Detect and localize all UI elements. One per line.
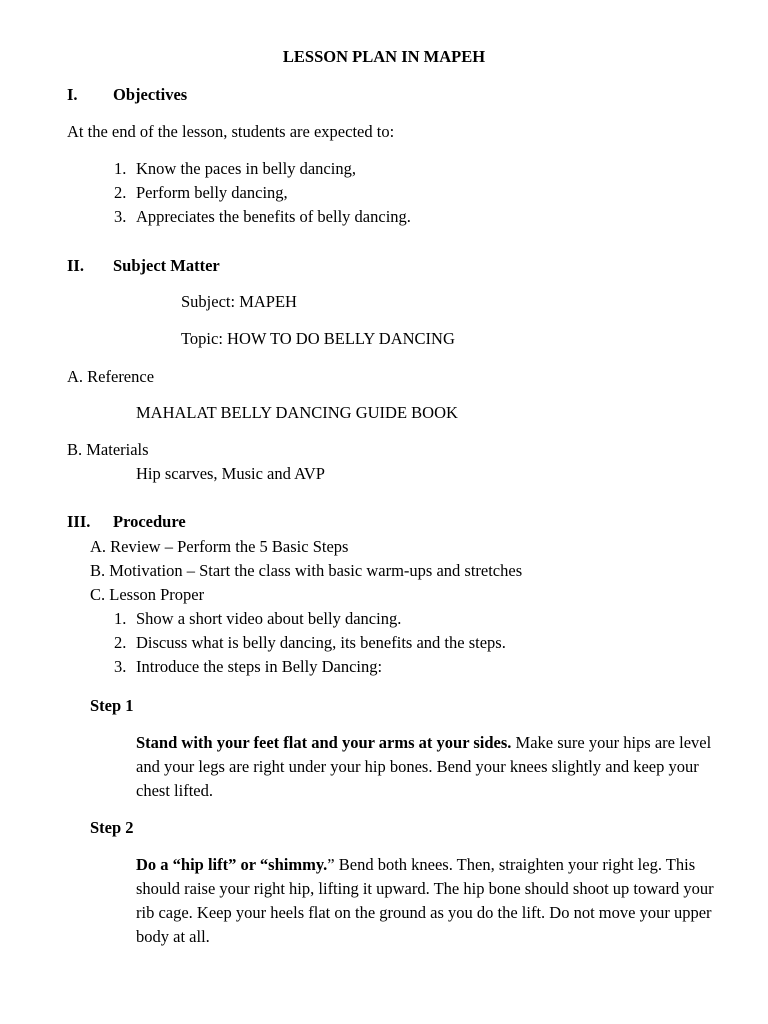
- lesson-proper-number: 1.: [114, 609, 127, 628]
- subject-matter-title: Subject Matter: [113, 256, 220, 275]
- step-1-description: [136, 731, 736, 803]
- objective-text: Appreciates the benefits of belly dancing.: [136, 207, 411, 226]
- reference-label: A. Reference: [67, 367, 155, 386]
- lesson-proper-item-2: [114, 631, 506, 655]
- subject-matter-numeral: II.: [67, 256, 84, 275]
- lesson-proper-text: Show a short video about belly dancing.: [136, 609, 402, 628]
- step-2-description: [136, 853, 736, 949]
- objective-number: 2.: [114, 183, 127, 202]
- objective-number: 3.: [114, 207, 127, 226]
- objective-text: Perform belly dancing,: [136, 183, 288, 202]
- lesson-proper-item-3: [114, 655, 382, 679]
- lesson-proper-text: Introduce the steps in Belly Dancing:: [136, 657, 383, 676]
- lesson-proper-item-1: [114, 607, 401, 631]
- procedure-title: Procedure: [113, 512, 186, 531]
- materials-value: Hip scarves, Music and AVP: [136, 464, 325, 483]
- lesson-proper-text: Discuss what is belly dancing, its benefits and the steps.: [136, 633, 506, 652]
- objective-item-2: [114, 181, 288, 205]
- objectives-heading: [67, 83, 187, 107]
- objectives-title: Objectives: [113, 85, 188, 104]
- lesson-proper-number: 2.: [114, 633, 127, 652]
- procedure-numeral: III.: [67, 512, 91, 531]
- step-2-text: ” Bend both knees. Then, straighten your right leg. This should raise your right hip, lifting it upward. The hip bone should shoot up toward your rib cage. Keep your heels flat on the ground as you do the lift. Do not move your upper body at all.: [136, 855, 714, 946]
- topic-line: Topic: HOW TO DO BELLY DANCING: [181, 329, 455, 348]
- procedure-heading: [67, 510, 186, 534]
- procedure-item-review: A. Review – Perform the 5 Basic Steps: [90, 537, 349, 556]
- page-title: LESSON PLAN IN MAPEH: [282, 47, 486, 66]
- step-2-bold-text: Do a “hip lift” or “shimmy.: [136, 855, 328, 874]
- objective-text: Know the paces in belly dancing,: [136, 159, 356, 178]
- objectives-intro: At the end of the lesson, students are expected to:: [67, 122, 395, 141]
- objective-item-3: [114, 205, 411, 229]
- objectives-numeral: I.: [67, 85, 78, 104]
- procedure-item-motivation: B. Motivation – Start the class with basic warm-ups and stretches: [90, 561, 523, 580]
- procedure-item-lesson-proper: C. Lesson Proper: [90, 585, 205, 604]
- subject-line: Subject: MAPEH: [181, 292, 297, 311]
- objective-item-1: [114, 157, 356, 181]
- subject-matter-heading: [67, 254, 220, 278]
- objective-number: 1.: [114, 159, 127, 178]
- materials-label: B. Materials: [67, 440, 149, 459]
- step-1-bold-text: Stand with your feet flat and your arms at your sides.: [136, 733, 512, 752]
- step-1-label: Step 1: [90, 696, 134, 715]
- step-1-text: Make sure your hips are level and your legs are right under your hip bones. Bend your knees slightly and keep your chest lifted.: [136, 733, 712, 800]
- step-2-label: Step 2: [90, 818, 134, 837]
- reference-value: MAHALAT BELLY DANCING GUIDE BOOK: [136, 403, 458, 422]
- lesson-proper-number: 3.: [114, 657, 127, 676]
